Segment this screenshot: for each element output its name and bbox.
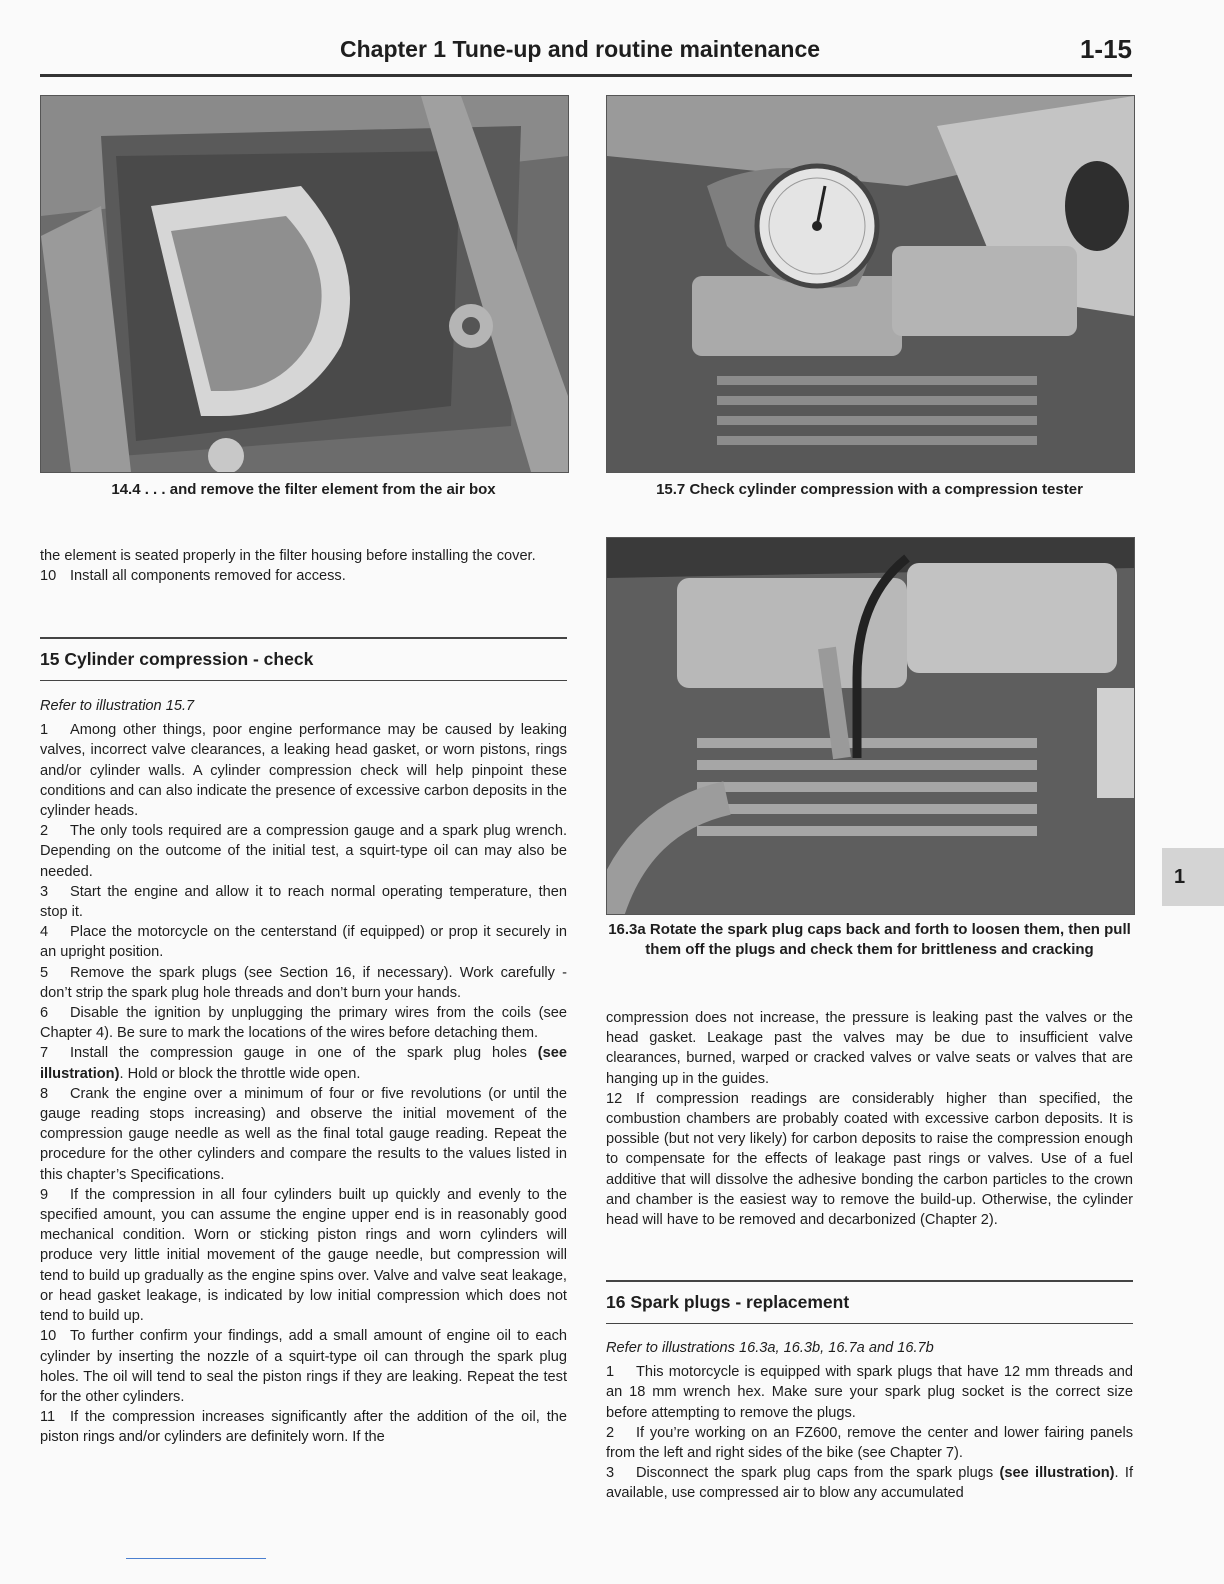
step-4: 4 Place the motorcycle on the centerstand (if equipped) or prop it securely in an upright position.: [40, 924, 567, 961]
paragraph-continuation-right: compression does not increase, the pressure is leaking past the valves or the head gasket. Leakage past the valves may be due to insufficient valve clearances, burned, warped or cracked valves or valve seats or valves that are hanging up in the guides.: [606, 1010, 1133, 1087]
step-16-3: 3 Disconnect the spark plug caps from the spark plugs (see illustration). If available, use compressed air to blow any accumulated: [606, 1465, 1133, 1502]
left-text-section-15: [40, 696, 567, 1448]
right-text-top: [606, 1008, 1133, 1230]
step-6: 6 Disable the ignition by unplugging the primary wires from the coils (see Chapter 4). Be sure to mark the locations of the wires before detaching them.: [40, 1005, 567, 1042]
section-heading-15: 15 Cylinder compression - check: [40, 649, 314, 669]
footer-link-line: [126, 1558, 266, 1559]
photo-air-filter: [40, 95, 569, 473]
step-8: 8 Crank the engine over a minimum of four or five revolutions (or until the gauge reading stops increasing) and observe the initial movement of the compression gauge needle as well as the final total gauge reading. Repeat the procedure for the other cylinders and compare the results to the values listed in this chapter’s Specifications.: [40, 1085, 567, 1183]
left-text-top: [40, 546, 567, 586]
chapter-title: Chapter 1 Tune-up and routine maintenance: [340, 36, 821, 62]
step-5: 5 Remove the spark plugs (see Section 16, if necessary). Work carefully - don’t strip the spark plug hole threads and don’t burn your hands.: [40, 964, 567, 1001]
paragraph-continuation: the element is seated properly in the filter housing before installing the cover.: [40, 548, 536, 564]
step-16-2: 2 If you’re working on an FZ600, remove the center and lower fairing panels from the left and right sides of the bike (see Chapter 7).: [606, 1424, 1133, 1462]
section-rule-bottom: [40, 680, 567, 681]
chapter-tab-number: 1: [1174, 866, 1186, 888]
step-10b: 10 To further confirm your findings, add a small amount of engine oil to each cylinder by inserting the nozzle of a squirt-type oil can through the spark plug holes. The oil will tend to seal the piston rings if they are leaking. Repeat the test for the other cylinders.: [40, 1328, 567, 1405]
step-11: 11 If the compression increases significantly after the addition of the oil, the piston rings and/or cylinders are definitely worn. If the: [40, 1409, 567, 1446]
section-heading-16: 16 Spark plugs - replacement: [606, 1292, 850, 1312]
page-number: 1-15: [1079, 34, 1132, 64]
section-rule-bottom-16: [606, 1323, 1133, 1324]
photo-compression-gauge: [606, 95, 1135, 473]
step-12: 12 If compression readings are considerably higher than specified, the combustion chambers are probably coated with excessive carbon deposits. It is possible (but not very likely) for carbon deposits to raise the compression enough to compensate for the effects of leakage past rings or valves. Use of a fuel additive that will dissolve the adhesive bonding the carbon particles to the crown and chamber is the easiest way to remove the build-up. Otherwise, the cylinder head will have to be removed and decarbonized (Chapter 2).: [606, 1090, 1133, 1229]
chapter-tab: [1162, 848, 1224, 906]
figure-caption-16-3a: 16.3a Rotate the spark plug caps back and forth to loosen them, then pull them off the plugs and check them for brittleness and cracking: [608, 921, 1131, 958]
step-7: 7 Install the compression gauge in one of the spark plug holes (see illustration). Hold or block the throttle wide open.: [40, 1045, 567, 1082]
illustration-reference-16: Refer to illustrations 16.3a, 16.3b, 16.7a and 16.7b: [606, 1340, 934, 1356]
right-text-section-16: [606, 1338, 1133, 1504]
header-rule: [40, 74, 1132, 77]
step-10: 10 Install all components removed for access.: [40, 568, 346, 585]
step-2: 2 The only tools required are a compression gauge and a spark plug wrench. Depending on the outcome of the initial test, a squirt-type oil can may also be needed.: [40, 823, 567, 880]
step-3: 3 Start the engine and allow it to reach normal operating temperature, then stop it.: [40, 883, 567, 921]
figure-caption-14-4: 14.4 . . . and remove the filter element from the air box: [111, 481, 496, 498]
step-1: 1 Among other things, poor engine performance may be caused by leaking valves, incorrect valve clearances, a leaking head gasket, or worn pistons, rings and/or cylinder walls. A cylinder compression check will help pinpoint these conditions and can also indicate the presence of excessive carbon deposits in the cylinder heads.: [40, 722, 567, 820]
photo-spark-plug-caps: [606, 537, 1135, 915]
illustration-reference: Refer to illustration 15.7: [40, 698, 195, 714]
section-rule-top-16: [606, 1280, 1133, 1282]
section-rule-top: [40, 637, 567, 639]
step-16-1: 1 This motorcycle is equipped with spark plugs that have 12 mm threads and an 18 mm wrench hex. Make sure your spark plug socket is the correct size before attempting to remove the plugs.: [606, 1364, 1133, 1421]
step-9: 9 If the compression in all four cylinders built up quickly and evenly to the specified amount, you can assume the engine upper end is in reasonably good mechanical condition. Worn or sticking piston rings and worn cylinders will produce very little initial movement of the gauge needle, but compression will tend to build up gradually as the engine spins over. Valve and valve seat leakage, or head gasket leakage, is indicated by low initial compression which does not tend to build up.: [40, 1186, 567, 1325]
figure-caption-15-7: 15.7 Check cylinder compression with a compression tester: [656, 481, 1083, 498]
